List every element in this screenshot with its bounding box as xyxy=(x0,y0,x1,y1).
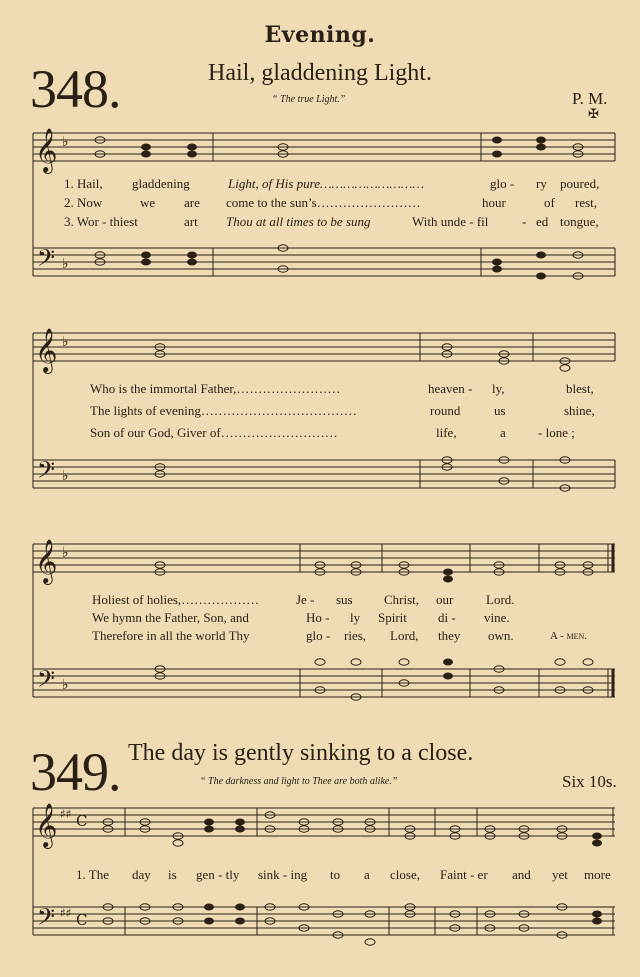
lyric-line: 1. The day is gen - tly sink - ing to a close, Faint - er and yet more xyxy=(76,867,611,882)
bass-clef-icon: 𝄢 xyxy=(37,665,56,698)
cross-mark-icon: ✠ xyxy=(588,106,599,121)
flat-icon: ♭ xyxy=(62,468,69,484)
treble-clef-icon: 𝄞 xyxy=(35,803,58,847)
lyric-line: Holiest of holies,……………… Je - sus Christ, our Lord. xyxy=(92,592,515,607)
lyric-line: Who is the immortal Father,…………………… heaven - ly, blest, xyxy=(90,381,594,396)
treble-clef-icon: 𝄞 xyxy=(35,128,58,172)
section-heading: Evening. xyxy=(264,22,376,48)
staff-bass-1 xyxy=(33,248,615,276)
staff-treble-3 xyxy=(33,544,615,572)
flat-icon: ♭ xyxy=(62,256,69,272)
treble-clef-icon: 𝄞 xyxy=(35,328,58,372)
flat-icon: ♭ xyxy=(62,677,69,693)
treble-clef-icon: 𝄞 xyxy=(35,539,58,583)
hymn-subtitle: “ The true Light.” xyxy=(272,94,346,105)
lyric-line: We hymn the Father, Son, and Ho - ly Spirit di - vine. xyxy=(92,610,510,625)
hymn-number: 348. xyxy=(30,59,121,119)
staff-treble-1 xyxy=(33,133,615,161)
hymn-number: 349. xyxy=(30,742,121,802)
staff-bass-2 xyxy=(33,460,615,488)
staff-treble-2 xyxy=(33,333,615,361)
flat-icon: ♭ xyxy=(62,545,69,561)
hymn-subtitle: “ The darkness and light to Thee are both alike.” xyxy=(200,776,398,787)
sharp-icon: ♯♯ xyxy=(60,807,72,821)
sharp-icon: ♯♯ xyxy=(60,906,72,920)
lyric-line: 1. Hail, gladdening Light, of His pure……………………… glo - ry poured, xyxy=(64,176,600,191)
hymn-title: The day is gently sinking to a close. xyxy=(128,740,474,766)
lyric-line: 2. Now we are come to the sun’s…………………… hour of rest, xyxy=(64,195,598,210)
lyric-line: 3. Wor - thiest art Thou at all times to be sung With unde - fil - ed tongue, xyxy=(64,214,599,229)
common-time-icon: C xyxy=(76,812,88,830)
lyric-line: Son of our God, Giver of……………………… life, a - lone ; xyxy=(90,425,575,440)
lyric-line: The lights of evening……………………………… round us shine, xyxy=(90,403,595,418)
bass-clef-icon: 𝄢 xyxy=(37,903,56,936)
bass-clef-icon: 𝄢 xyxy=(37,244,56,277)
hymn-meter: P. M. xyxy=(572,89,608,108)
lyric-line: Therefore in all the world Thy glo - ries, Lord, they own. A - men. xyxy=(92,628,588,643)
bass-clef-icon: 𝄢 xyxy=(37,456,56,489)
flat-icon: ♭ xyxy=(62,334,69,350)
staff-treble-349 xyxy=(33,808,615,836)
hymn-title: Hail, gladdening Light. xyxy=(208,60,432,86)
flat-icon: ♭ xyxy=(62,134,69,150)
staff-bass-3 xyxy=(33,669,615,697)
staff-bass-349 xyxy=(33,907,615,935)
hymn-meter: Six 10s. xyxy=(562,772,617,791)
common-time-icon: C xyxy=(76,911,88,929)
